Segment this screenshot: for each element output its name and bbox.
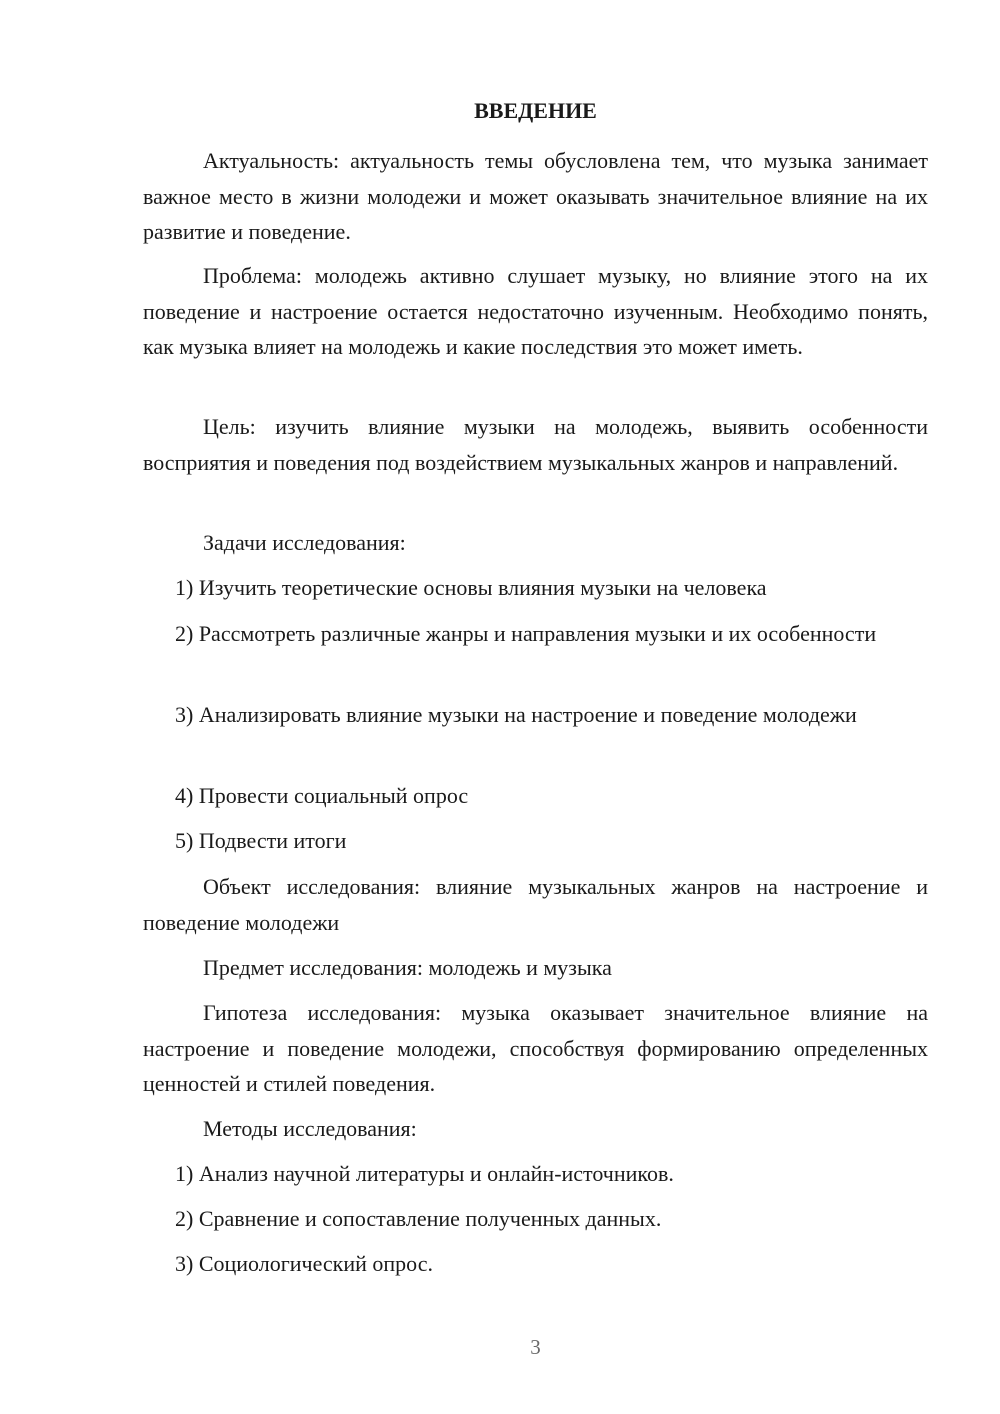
paragraph-subject: Предмет исследования: молодежь и музыка xyxy=(203,955,612,980)
page-heading: ВВЕДЕНИЕ xyxy=(474,98,597,123)
method-item-3: 3) Социологический опрос. xyxy=(175,1251,433,1276)
paragraph-tasks-title: Задачи исследования: xyxy=(203,530,406,555)
task-item-1: 1) Изучить теоретические основы влияния музыки на человека xyxy=(175,575,767,600)
method-item-1: 1) Анализ научной литературы и онлайн-источников. xyxy=(175,1161,674,1186)
task-item-4: 4) Провести социальный опрос xyxy=(175,783,469,808)
method-item-2: 2) Сравнение и сопоставление полученных данных. xyxy=(175,1206,662,1231)
document-page xyxy=(143,0,928,1414)
paragraph-methods-title: Методы исследования: xyxy=(203,1116,417,1141)
task-item-2: 2) Рассмотреть различные жанры и направления музыки и их особенности xyxy=(175,621,877,646)
paragraph-hypothesis: Гипотеза исследования: музыка оказывает значительное влияние на настроение и поведение молодежи, способствуя формированию определенных ценностей и стилей поведения. xyxy=(143,1000,928,1096)
paragraph-object: Объект исследования: влияние музыкальных жанров на настроение и поведение молодежи xyxy=(143,874,928,935)
paragraph-problem: Проблема: молодежь активно слушает музыку, но влияние этого на их поведение и настроение остается недостаточно изученным. Необходимо понять, как музыка влияет на молодежь и какие последствия это может иметь. xyxy=(143,263,928,359)
task-item-5: 5) Подвести итоги xyxy=(175,828,347,853)
paragraph-goal: Цель: изучить влияние музыки на молодежь, выявить особенности восприятия и поведения под воздействием музыкальных жанров и направлений. xyxy=(143,414,928,475)
task-item-3: 3) Анализировать влияние музыки на настроение и поведение молодежи xyxy=(175,702,857,727)
paragraph-relevance: Актуальность: актуальность темы обусловлена тем, что музыка занимает важное место в жизни молодежи и может оказывать значительное влияние на их развитие и поведение. xyxy=(143,148,928,244)
page-number: 3 xyxy=(530,1335,541,1359)
